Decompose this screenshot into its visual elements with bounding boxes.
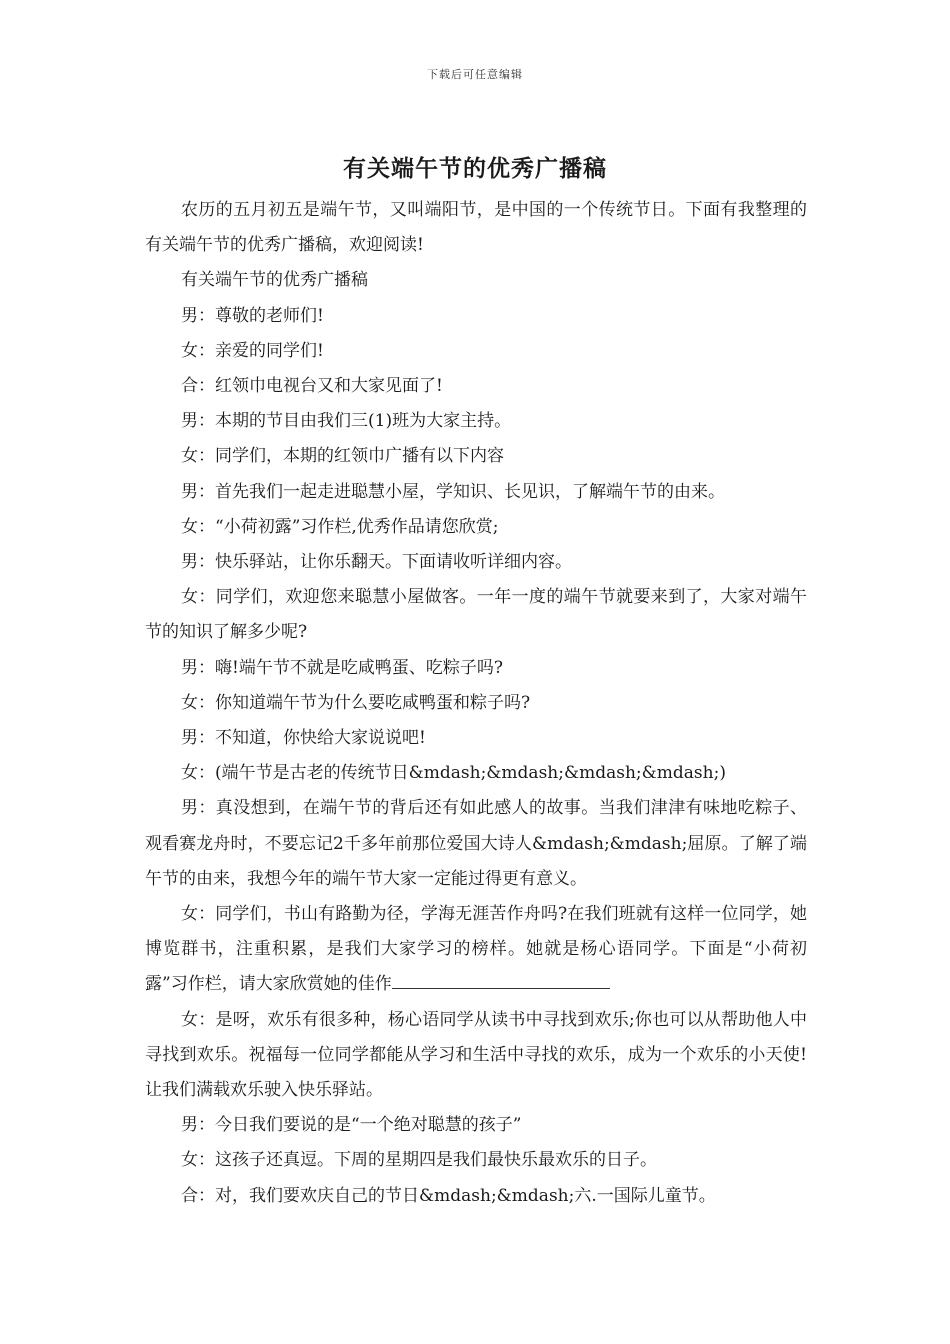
paragraph-line: 男：尊敬的老师们! [181, 305, 324, 326]
paragraph-line: 女：“小荷初露”习作栏,优秀作品请您欣赏; [181, 516, 499, 537]
paragraph-subtitle: 有关端午节的优秀广播稿 [181, 270, 368, 291]
header-note: 下载后可任意编辑 [427, 68, 523, 81]
paragraph-line: 男：快乐驿站，让你乐翻天。下面请收听详细内容。 [181, 552, 572, 573]
paragraph-line: 男：真没想到，在端午节的背后还有如此感人的故事。当我们津津有味地吃粽子、观看赛龙舟时，不要忘记2千多年前那位爱国大诗人&mdash;&mdash;屈原。了解了端午节的由来，我想今年的端午节大家一定能过得更有意义。 [145, 798, 807, 889]
paragraph-line: 合：红领巾电视台又和大家见面了! [181, 376, 443, 397]
paragraph-intro: 农历的五月初五是端午节，又叫端阳节，是中国的一个传统节日。下面有我整理的有关端午节的优秀广播稿，欢迎阅读! [145, 200, 807, 256]
paragraph-line: 女：亲爱的同学们! [181, 340, 324, 361]
paragraph-text: 女：同学们，书山有路勤为径，学海无涯苦作舟吗?在我们班就有这样一位同学，她博览群书，注重积累，是我们大家学习的榜样。她就是杨心语同学。下面是“小荷初露”习作栏，请大家欣赏她的佳作 [145, 904, 807, 995]
paragraph-line: 女：这孩子还真逗。下周的星期四是我们最快乐最欢乐的日子。 [181, 1150, 657, 1171]
paragraph-line: 男：嗨!端午节不就是吃咸鸭蛋、吃粽子吗? [181, 657, 503, 678]
paragraph-line: 女：同学们，欢迎您来聪慧小屋做客。一年一度的端午节就要来到了，大家对端午节的知识了解多少呢? [145, 587, 807, 643]
paragraph-line-with-blank [145, 897, 807, 1003]
paragraph-line: 女：是呀，欢乐有很多种，杨心语同学从读书中寻找到欢乐;你也可以从帮助他人中寻找到欢乐。祝福每一位同学都能从学习和生活中寻找的欢乐，成为一个欢乐的小天使!让我们满载欢乐驶入快乐驿站。 [145, 1009, 807, 1101]
paragraph-line: 合：对，我们要欢庆自己的节日&mdash;&mdash;六.一国际儿童节。 [181, 1185, 716, 1206]
paragraph-line: 女：你知道端午节为什么要吃咸鸭蛋和粽子吗? [181, 692, 531, 713]
document-body [145, 193, 807, 1214]
fill-in-blank-line [392, 970, 610, 989]
paragraph-line: 女：同学们，本期的红领巾广播有以下内容 [181, 446, 504, 467]
paragraph-line: 男：首先我们一起走进聪慧小屋，学知识、长见识，了解端午节的由来。 [181, 481, 725, 502]
paragraph-line: 女：(端午节是古老的传统节日&mdash;&mdash;&mdash;&mdash;) [181, 763, 726, 784]
paragraph-line: 男：今日我们要说的是“一个绝对聪慧的孩子” [181, 1115, 522, 1136]
document-title: 有关端午节的优秀广播稿 [343, 155, 607, 182]
paragraph-line: 男：不知道，你快给大家说说吧! [181, 728, 426, 749]
paragraph-line: 男：本期的节目由我们三(1)班为大家主持。 [181, 411, 512, 432]
